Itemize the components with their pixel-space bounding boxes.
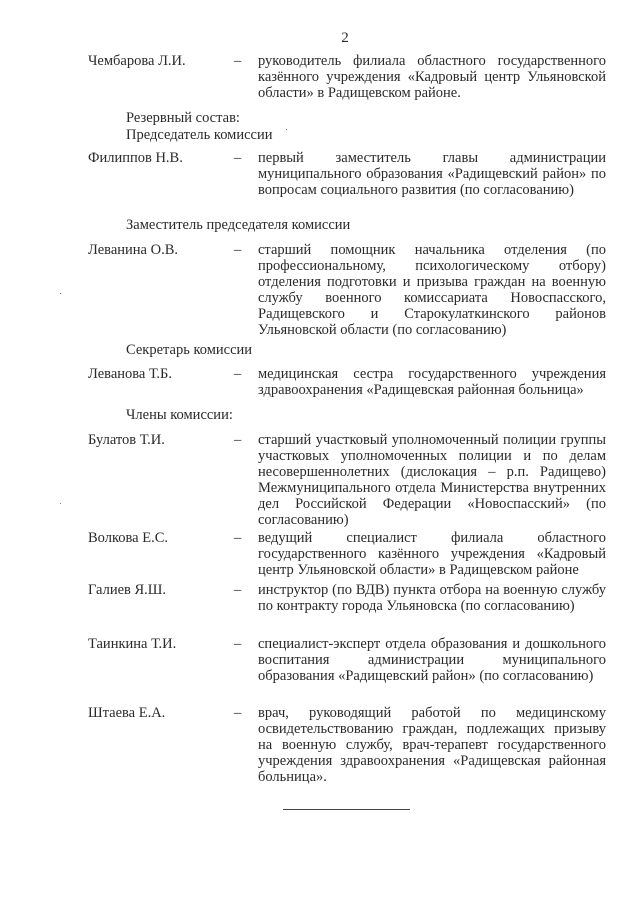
scan-speck [60, 293, 61, 294]
member-position: старший помощник начальника отделения (по профессиональному, психологическому отбору) отделения подготовки и призыва граждан на военную службу военного комиссариата Новоспасского, Радищевского и Старокулаткинского районов Ульяновской области (по согласованию) [258, 242, 606, 338]
entry-dash: – [234, 432, 242, 448]
member-name: Галиев Я.Ш. [88, 582, 167, 598]
entry-dash: – [234, 530, 242, 546]
member-position: специалист-эксперт отдела образования и дошкольного воспитания администрации муниципального образования «Радищевский район» (по согласованию) [258, 636, 606, 684]
member-position: первый заместитель главы администрации муниципального образования «Радищевский район» по вопросам социального развития (по согласованию) [258, 150, 606, 198]
member-position: руководитель филиала областного государственного казённого учреждения «Кадровый центр Ульяновской области» в Радищевском районе. [258, 53, 606, 101]
entry-dash: – [234, 582, 242, 598]
member-name: Волкова Е.С. [88, 530, 169, 546]
secretary-heading: Секретарь комиссии [126, 342, 253, 358]
member-name: Филиппов Н.В. [88, 150, 183, 166]
entry-dash: – [234, 53, 242, 69]
member-position: ведущий специалист филиала областного государственного казённого учреждения «Кадровый центр Ульяновской области» в Радищевском районе [258, 530, 606, 578]
member-name: Булатов Т.И. [88, 432, 165, 448]
member-position: инструктор (по ВДВ) пункта отбора на военную службу по контракту города Ульяновска (по согласованию) [258, 582, 606, 614]
member-name: Штаева Е.А. [88, 705, 166, 721]
chairman-heading: Председатель комиссии [126, 127, 273, 143]
member-name: Леванина О.В. [88, 242, 178, 258]
member-position: врач, руководящий работой по медицинскому освидетельствованию граждан, подлежащих призыву на военную службу, врач-терапевт государственного учреждения здравоохранения «Радищевская районная больница». [258, 705, 606, 785]
deputy-heading: Заместитель председателя комиссии [126, 217, 351, 233]
member-position: медицинская сестра государственного учреждения здравоохранения «Радищевская районная больница» [258, 366, 606, 398]
reserve-heading: Резервный состав: [126, 110, 240, 126]
entry-dash: – [234, 366, 242, 382]
member-name: Чембарова Л.И. [88, 53, 186, 69]
scan-speck [60, 503, 61, 504]
page-number: 2 [341, 30, 349, 46]
member-name: Таинкина Т.И. [88, 636, 177, 652]
entry-dash: – [234, 150, 242, 166]
entry-dash: – [234, 705, 242, 721]
member-name: Леванова Т.Б. [88, 366, 172, 382]
entry-dash: – [234, 636, 242, 652]
scan-speck [286, 129, 287, 130]
member-position: старший участковый уполномоченный полиции группы участковых уполномоченных полиции и по делам несовершеннолетних (дислокация – р.п. Радищево) Межмуниципального отдела Министерства внутренних дел Российской Федерации «Новоспасский» (по согласованию) [258, 432, 606, 528]
members-heading: Члены комиссии: [126, 407, 233, 423]
entry-dash: – [234, 242, 242, 258]
closing-line [283, 809, 410, 810]
